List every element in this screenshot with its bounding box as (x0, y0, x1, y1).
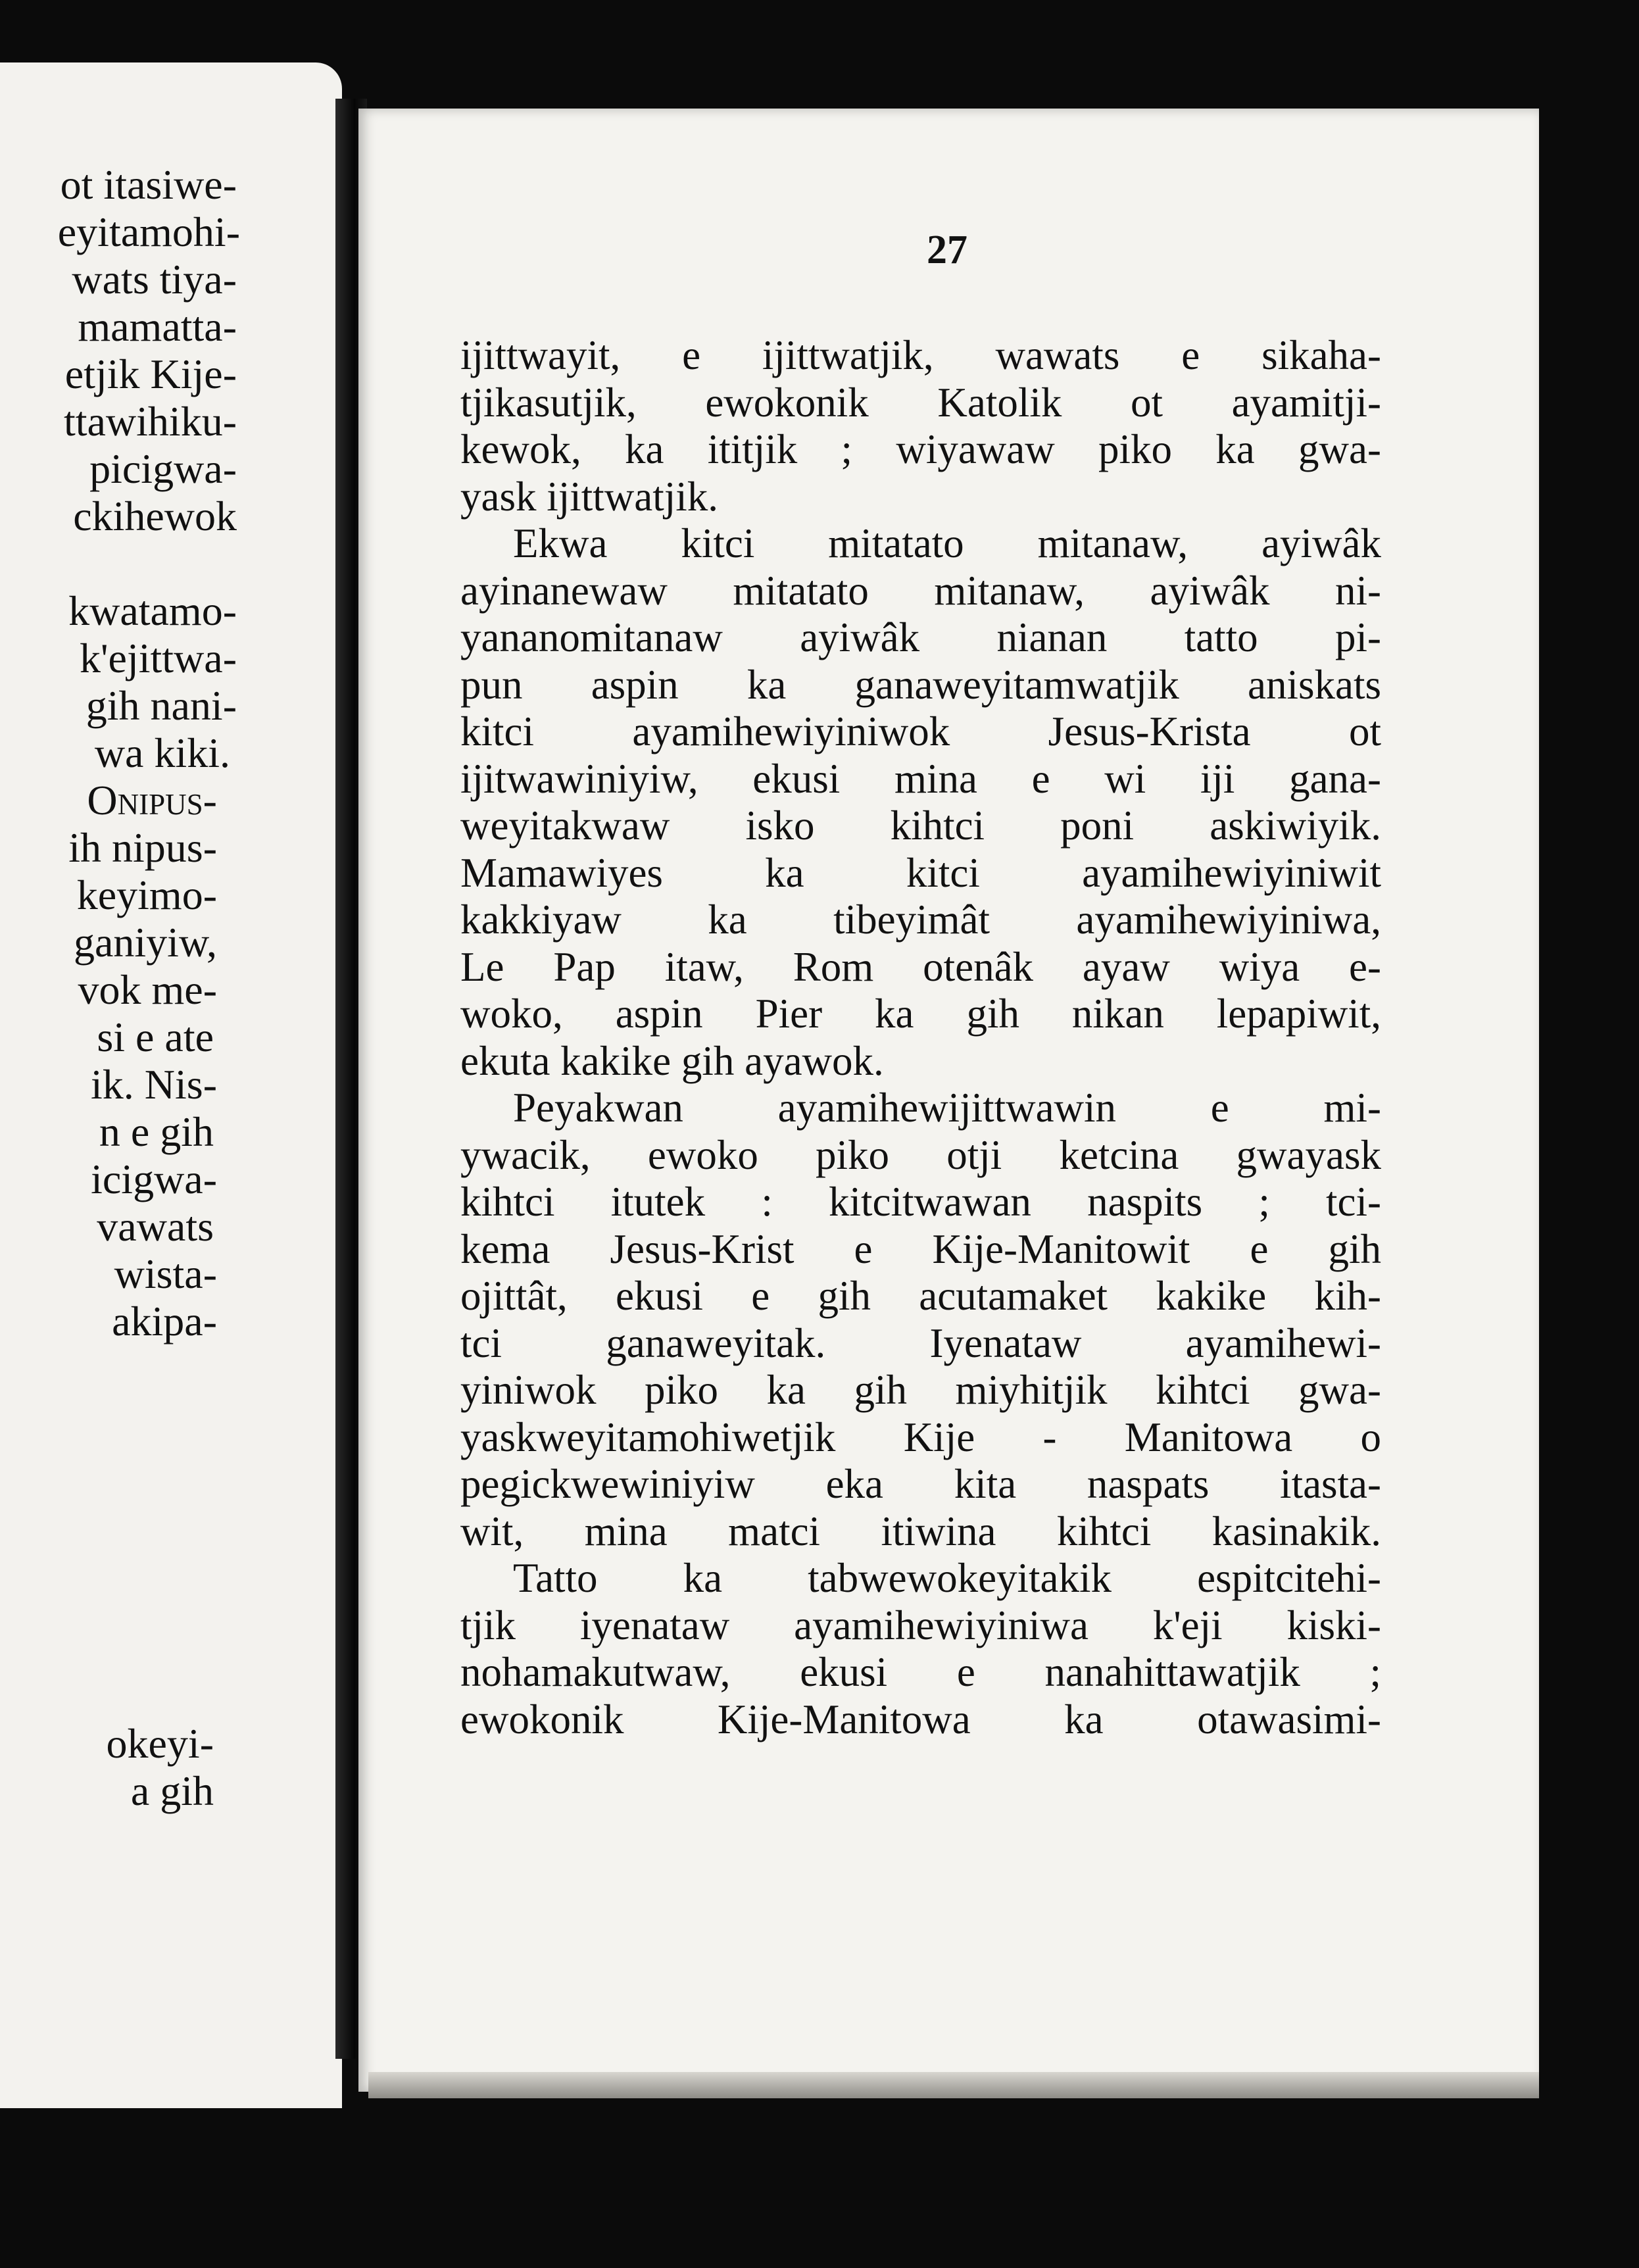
text-line: tjik iyenataw ayamihewiyiniwa k'eji kiski- (460, 1602, 1381, 1648)
text-line: kewok, ka ititjik ; wiyawaw piko ka gwa- (460, 426, 1381, 472)
page-bottom-edge (368, 2072, 1539, 2098)
left-line: ckihewok (73, 493, 237, 539)
left-line: gih nani- (86, 682, 237, 729)
text-line: pun aspin ka ganaweyitamwatjik aniskats (460, 661, 1381, 708)
text-line: Le Pap itaw, Rom otenâk ayaw wiya e- (460, 943, 1381, 990)
left-line: vok me- (78, 966, 217, 1013)
text-line: woko, aspin Pier ka gih nikan lepapiwit, (460, 991, 1381, 1037)
right-page-text (460, 332, 1381, 1743)
left-line: icigwa- (91, 1156, 217, 1202)
left-line: ot itasiwe- (60, 161, 237, 208)
text-line: kihtci itutek : kitcitwawan naspits ; tci- (460, 1179, 1381, 1225)
left-line: ganiyiw, (73, 919, 217, 966)
left-line: akipa- (112, 1298, 217, 1344)
text-line: kakkiyaw ka tibeyimât ayamihewiyiniwa, (460, 897, 1381, 943)
left-line: si e ate (97, 1014, 214, 1060)
left-line: picigwa- (89, 445, 237, 492)
text-line: yaskweyitamohiwetjik Kije - Manitowa o (460, 1414, 1381, 1460)
left-line: mamatta- (78, 303, 237, 350)
text-line: yananomitanaw ayiwâk nianan tatto pi- (460, 614, 1381, 660)
left-line: keyimo- (76, 872, 217, 918)
left-line: kwatamo- (68, 587, 237, 634)
text-line: weyitakwaw isko kihtci poni askiwiyik. (460, 802, 1381, 849)
left-line: wista- (114, 1250, 217, 1297)
text-line: Ekwa kitci mitatato mitanaw, ayiwâk (513, 520, 1381, 566)
text-line: ywacik, ewoko piko otji ketcina gwayask (460, 1131, 1381, 1178)
text-line: nohamakutwaw, ekusi e nanahittawatjik ; (460, 1649, 1381, 1695)
left-line: vawats (97, 1203, 214, 1250)
left-line: wats tiya- (72, 256, 237, 303)
text-line: yiniwok piko ka gih miyhitjik kihtci gwa- (460, 1367, 1381, 1413)
text-line: Peyakwan ayamihewijittwawin e mi- (513, 1085, 1381, 1131)
left-line: eyitamohi- (57, 209, 240, 255)
text-line: ewokonik Kije-Manitowa ka otawasimi- (460, 1696, 1381, 1742)
text-line: wit, mina matci itiwina kihtci kasinakik. (460, 1508, 1381, 1554)
left-line: ttawihiku- (63, 398, 237, 445)
text-line: tjikasutjik, ewokonik Katolik ot ayamitji- (460, 379, 1381, 426)
text-line: kema Jesus-Krist e Kije-Manitowit e gih (460, 1225, 1381, 1272)
text-line: ijitwawiniyiw, ekusi mina e wi iji gana- (460, 755, 1381, 802)
left-line: n e gih (99, 1108, 214, 1155)
text-line: tci ganaweyitak. Iyenataw ayamihewi- (460, 1319, 1381, 1366)
left-line: ih nipus- (68, 824, 217, 871)
text-line: kitci ayamihewiyiniwok Jesus-Krista ot (460, 708, 1381, 754)
text-line: ijittwayit, e ijittwatjik, wawats e sikaha- (460, 332, 1381, 378)
text-line: pegickwewiniyiw eka kita naspats itasta- (460, 1461, 1381, 1507)
left-line: etjik Kije- (64, 351, 237, 397)
text-line: ekuta kakike gih ayawok. (460, 1037, 884, 1084)
left-page (0, 62, 342, 2108)
left-line: okeyi- (106, 1720, 214, 1767)
text-line: ayinanewaw mitatato mitanaw, ayiwâk ni- (460, 567, 1381, 614)
left-line: Onipus- (87, 777, 217, 824)
text-line: yask ijittwatjik. (460, 473, 718, 520)
left-line: wa kiki. (94, 729, 230, 776)
left-line: k'ejittwa- (80, 635, 237, 681)
text-line: Tatto ka tabwewokeyitakik espitcitehi- (513, 1555, 1381, 1601)
left-line: a gih (130, 1767, 214, 1814)
page-number: 27 (927, 228, 967, 272)
left-line: ik. Nis- (91, 1061, 217, 1108)
text-line: Mamawiyes ka kitci ayamihewiyiniwit (460, 849, 1381, 896)
text-line: ojittât, ekusi e gih acutamaket kakike kih- (460, 1273, 1381, 1319)
